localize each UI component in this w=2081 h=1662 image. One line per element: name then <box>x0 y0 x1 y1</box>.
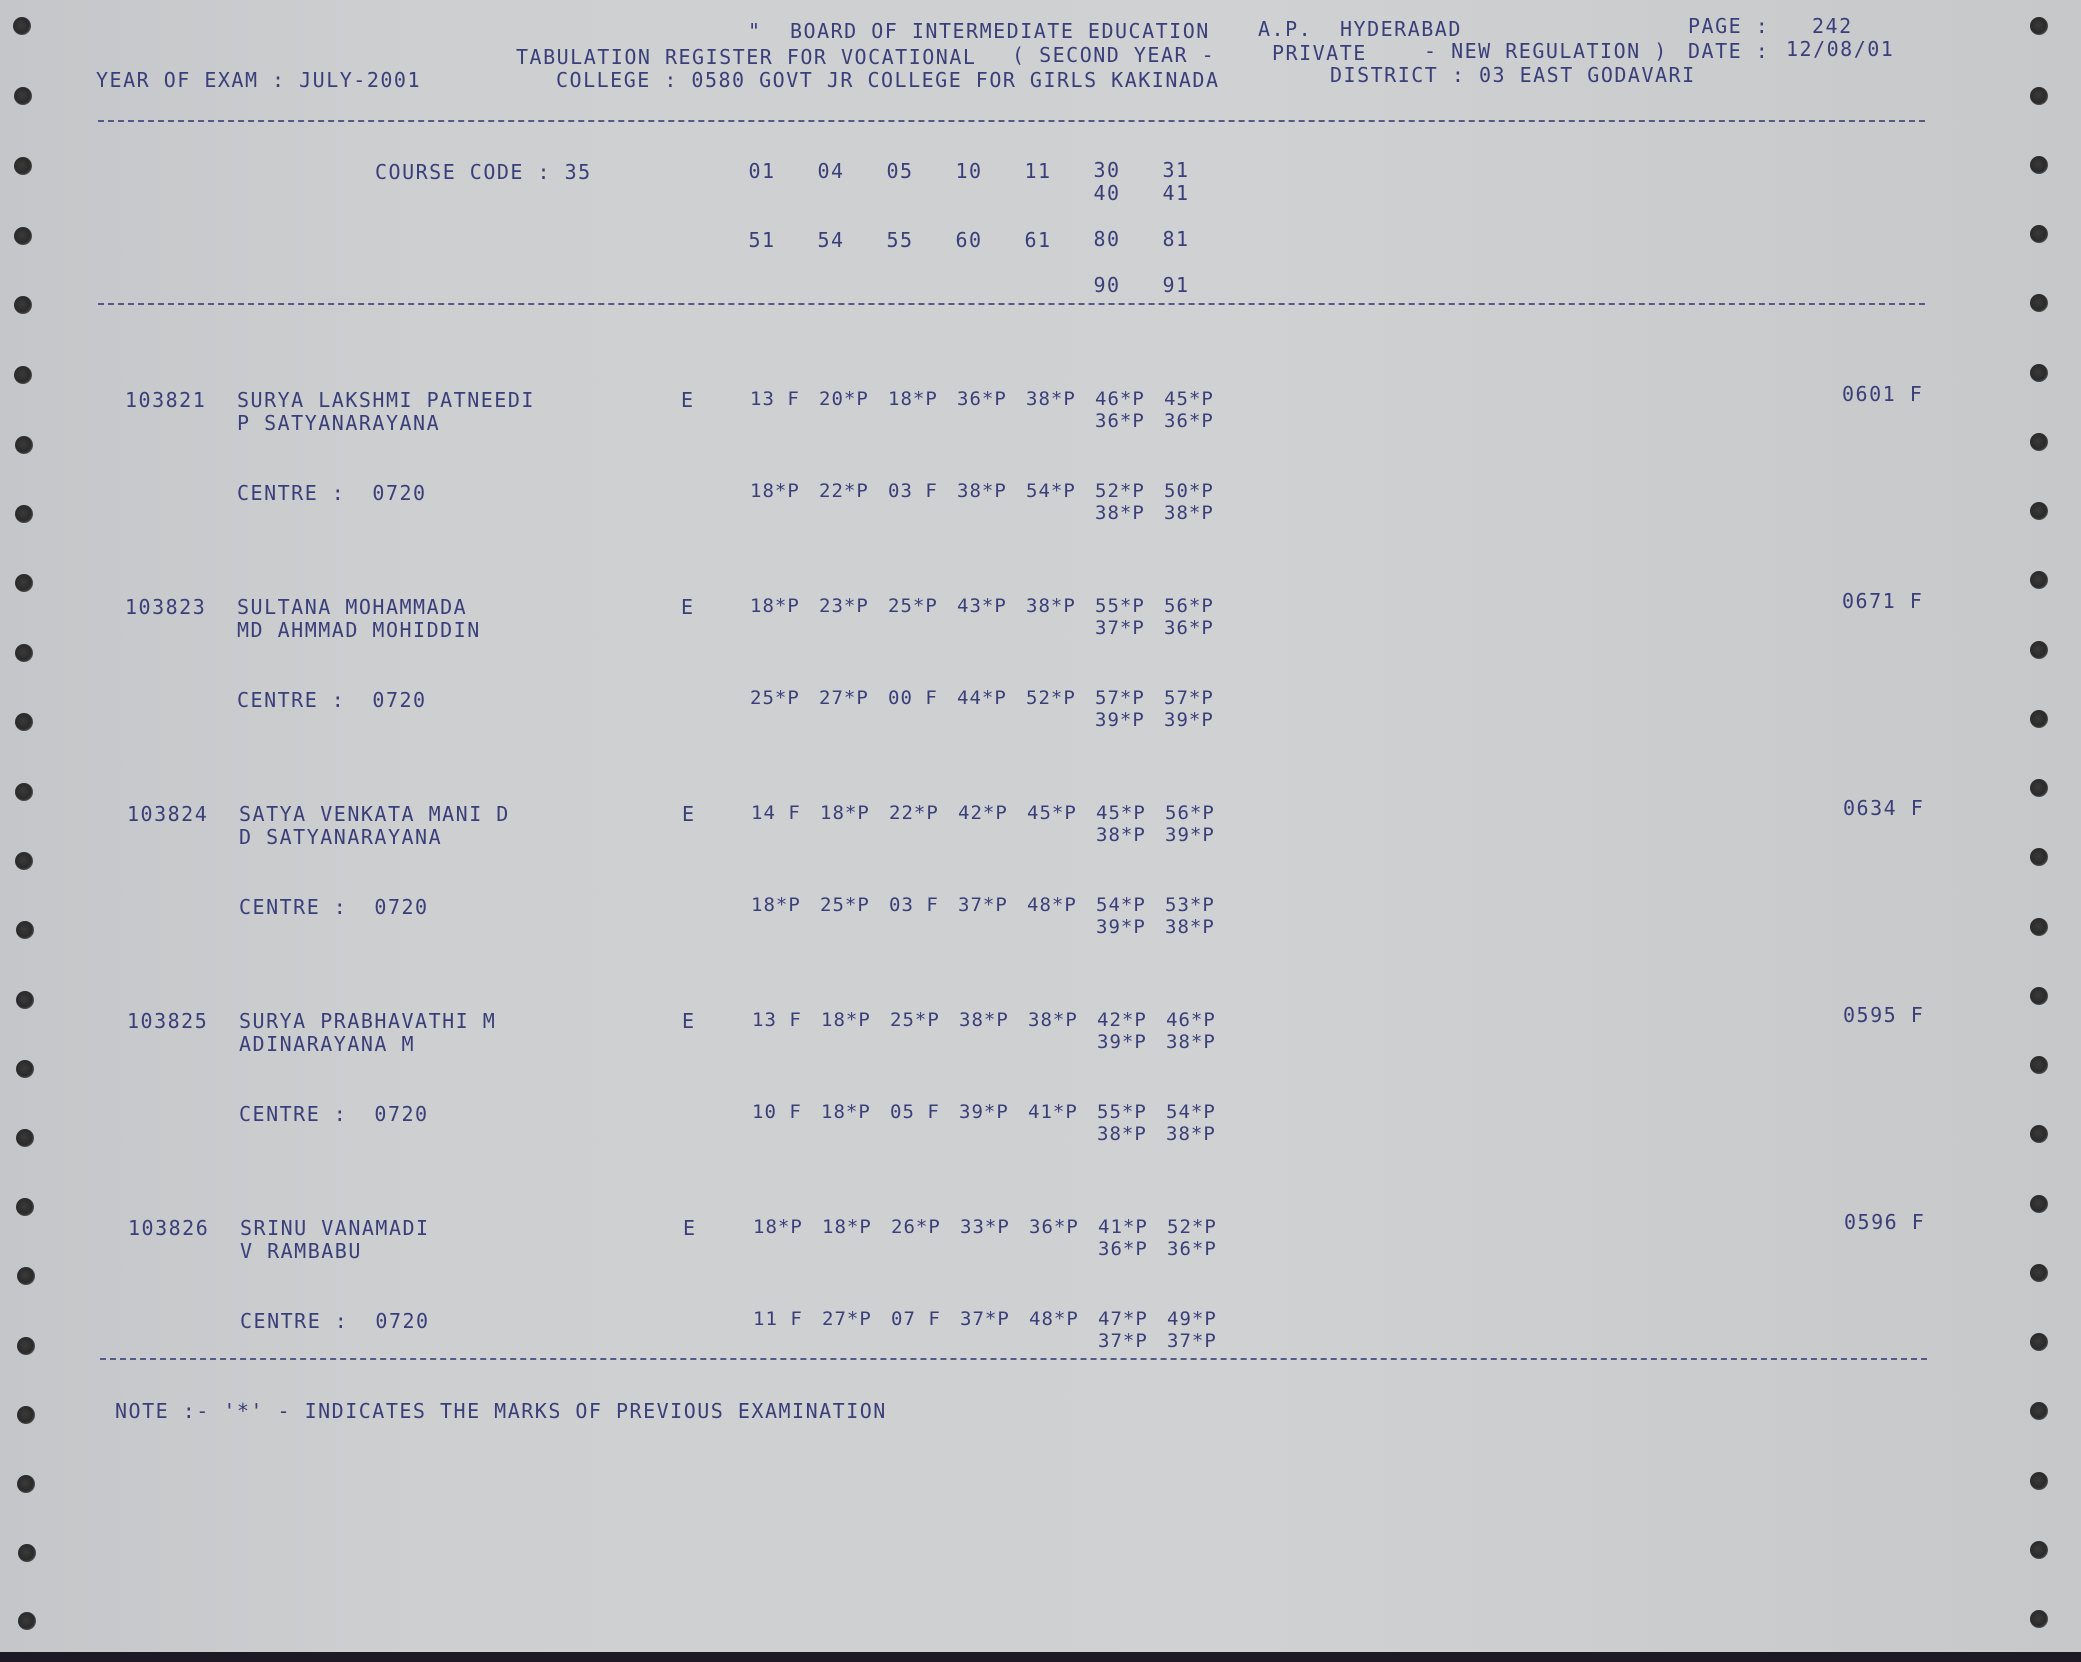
mark: 52*P <box>1026 687 1076 709</box>
mark: 25*P <box>750 687 800 709</box>
date-value: 12/08/01 <box>1786 37 1895 61</box>
feed-hole <box>14 87 32 105</box>
feed-hole <box>2030 987 2048 1005</box>
student-record <box>0 1003 2081 1219</box>
course-code: 30 <box>1093 158 1121 182</box>
mark: 36*P <box>1029 1216 1079 1238</box>
course-code: 01 <box>748 159 776 183</box>
feed-hole <box>2030 17 2048 35</box>
mark: 39*P <box>1164 709 1214 731</box>
mark: 39*P <box>1165 824 1215 846</box>
feed-hole <box>2030 710 2048 728</box>
course-code: 81 <box>1162 227 1190 251</box>
mark: 37*P <box>960 1308 1010 1330</box>
roll-number: 103823 <box>125 595 207 619</box>
course-code: 31 <box>1162 158 1190 182</box>
mark: 22*P <box>889 802 939 824</box>
feed-hole <box>17 1475 35 1493</box>
page-number: 242 <box>1812 14 1853 38</box>
course-code-label: COURSE CODE : 35 <box>375 160 592 184</box>
mark: 37*P <box>958 894 1008 916</box>
divider-top <box>98 120 1925 122</box>
mark: 38*P <box>1028 1009 1078 1031</box>
mark: 36*P <box>957 388 1007 410</box>
mark: 25*P <box>820 894 870 916</box>
feed-hole <box>2030 571 2048 589</box>
mark: 52*P <box>1095 480 1145 502</box>
mark: 41*P <box>1028 1101 1078 1123</box>
course-code: 91 <box>1162 273 1190 297</box>
feed-hole <box>2030 87 2048 105</box>
mark: 38*P <box>1166 1123 1216 1145</box>
feed-hole <box>14 296 32 314</box>
feed-hole <box>2030 1541 2048 1559</box>
feed-hole <box>16 991 34 1009</box>
feed-hole <box>15 713 33 731</box>
father-name: ADINARAYANA M <box>239 1032 416 1056</box>
mark: 38*P <box>1097 1123 1147 1145</box>
feed-hole <box>2030 918 2048 936</box>
mark: 38*P <box>1026 388 1076 410</box>
divider-bottom <box>100 1358 1927 1360</box>
mark: 18*P <box>821 1009 871 1031</box>
feed-hole <box>15 644 33 662</box>
feed-hole <box>16 1060 34 1078</box>
course-code: 80 <box>1093 227 1121 251</box>
mark: 03 F <box>888 480 938 502</box>
mark: 39*P <box>1096 916 1146 938</box>
mark: 38*P <box>1165 916 1215 938</box>
feed-hole <box>2030 156 2048 174</box>
mark: 26*P <box>891 1216 941 1238</box>
feed-hole <box>2030 364 2048 382</box>
mark: 38*P <box>1026 595 1076 617</box>
mark: 47*P <box>1098 1308 1148 1330</box>
total-result: 0634 F <box>1843 796 1925 820</box>
mark: 38*P <box>957 480 1007 502</box>
board-name: BOARD OF INTERMEDIATE EDUCATION <box>790 19 1210 43</box>
total-result: 0671 F <box>1842 589 1924 613</box>
mark: 39*P <box>1095 709 1145 731</box>
mark: 44*P <box>957 687 1007 709</box>
feed-hole <box>18 1612 36 1630</box>
divider-course <box>98 303 1925 305</box>
mark: 37*P <box>1098 1330 1148 1352</box>
year-label: ( SECOND YEAR - <box>1012 43 1216 67</box>
mark: 07 F <box>891 1308 941 1330</box>
feed-hole <box>15 574 33 592</box>
mark: 03 F <box>889 894 939 916</box>
feed-hole <box>2030 1056 2048 1074</box>
feed-hole <box>15 783 33 801</box>
header-quote-mark: " <box>748 19 762 43</box>
feed-hole <box>2030 848 2048 866</box>
centre-label: CENTRE : 0720 <box>239 1102 429 1126</box>
mark: 52*P <box>1167 1216 1217 1238</box>
feed-hole <box>2030 1402 2048 1420</box>
course-code: 41 <box>1162 181 1190 205</box>
feed-hole <box>2030 1195 2048 1213</box>
student-record <box>0 382 2081 598</box>
mark: 27*P <box>819 687 869 709</box>
course-code: 61 <box>1024 228 1052 252</box>
feed-hole <box>14 227 32 245</box>
mark: 48*P <box>1029 1308 1079 1330</box>
register-title: TABULATION REGISTER FOR VOCATIONAL <box>516 45 977 69</box>
student-name: SURYA PRABHAVATHI M <box>239 1009 497 1033</box>
total-result: 0601 F <box>1842 382 1924 406</box>
student-record <box>0 1210 2081 1426</box>
mark: 54*P <box>1096 894 1146 916</box>
feed-hole <box>15 505 33 523</box>
mark: 00 F <box>888 687 938 709</box>
roll-number: 103821 <box>125 388 207 412</box>
mark: 13 F <box>752 1009 802 1031</box>
course-code: 05 <box>886 159 914 183</box>
mark: 56*P <box>1164 595 1214 617</box>
feed-hole <box>14 366 32 384</box>
state-label: A.P. <box>1258 17 1313 41</box>
mark: 20*P <box>819 388 869 410</box>
mark: 37*P <box>1095 617 1145 639</box>
feed-hole <box>13 17 31 35</box>
mark: 18*P <box>750 595 800 617</box>
feed-hole <box>16 1129 34 1147</box>
mark: 25*P <box>888 595 938 617</box>
medium: E <box>682 1009 696 1033</box>
total-result: 0596 F <box>1844 1210 1926 1234</box>
course-code: 51 <box>748 228 776 252</box>
student-name: SULTANA MOHAMMADA <box>237 595 468 619</box>
mark: 11 F <box>753 1308 803 1330</box>
mark: 57*P <box>1095 687 1145 709</box>
roll-number: 103826 <box>128 1216 210 1240</box>
mark: 23*P <box>819 595 869 617</box>
mark: 38*P <box>959 1009 1009 1031</box>
course-code: 60 <box>955 228 983 252</box>
feed-hole <box>2030 433 2048 451</box>
roll-number: 103825 <box>127 1009 209 1033</box>
feed-hole <box>18 1544 36 1562</box>
feed-hole <box>2030 1125 2048 1143</box>
mark: 05 F <box>890 1101 940 1123</box>
feed-hole <box>15 436 33 454</box>
father-name: D SATYANARAYANA <box>239 825 443 849</box>
district-label: DISTRICT : 03 EAST GODAVARI <box>1330 63 1696 87</box>
feed-hole <box>17 1267 35 1285</box>
mark: 18*P <box>821 1101 871 1123</box>
regulation-label: - NEW REGULATION ) <box>1424 39 1668 63</box>
medium: E <box>681 388 695 412</box>
mark: 46*P <box>1095 388 1145 410</box>
mark: 18*P <box>751 894 801 916</box>
feed-hole <box>2030 225 2048 243</box>
course-code: 10 <box>955 159 983 183</box>
roll-number: 103824 <box>127 802 209 826</box>
course-code: 04 <box>817 159 845 183</box>
mark: 54*P <box>1026 480 1076 502</box>
course-code: 55 <box>886 228 914 252</box>
mark: 33*P <box>960 1216 1010 1238</box>
mark: 36*P <box>1164 410 1214 432</box>
student-name: SRINU VANAMADI <box>240 1216 430 1240</box>
mark: 43*P <box>957 595 1007 617</box>
student-record <box>0 796 2081 1012</box>
feed-hole <box>2030 1333 2048 1351</box>
feed-hole <box>2030 294 2048 312</box>
page-label: PAGE : <box>1688 14 1770 38</box>
mark: 57*P <box>1164 687 1214 709</box>
feed-hole <box>16 921 34 939</box>
feed-hole <box>2030 502 2048 520</box>
mark: 36*P <box>1164 617 1214 639</box>
medium: E <box>681 595 695 619</box>
mark: 37*P <box>1167 1330 1217 1352</box>
medium: E <box>683 1216 697 1240</box>
mark: 42*P <box>1097 1009 1147 1031</box>
mark: 27*P <box>822 1308 872 1330</box>
feed-hole <box>14 157 32 175</box>
father-name: P SATYANARAYANA <box>237 411 441 435</box>
mark: 18*P <box>888 388 938 410</box>
college-label: COLLEGE : 0580 GOVT JR COLLEGE FOR GIRLS KAKINADA <box>556 68 1220 92</box>
student-name: SATYA VENKATA MANI D <box>239 802 510 826</box>
centre-label: CENTRE : 0720 <box>240 1309 430 1333</box>
mark: 38*P <box>1096 824 1146 846</box>
student-name: SURYA LAKSHMI PATNEEDI <box>237 388 535 412</box>
mark: 14 F <box>751 802 801 824</box>
feed-hole <box>2030 1264 2048 1282</box>
course-code: 90 <box>1093 273 1121 297</box>
exam-year: YEAR OF EXAM : JULY-2001 <box>96 68 421 92</box>
mark: 38*P <box>1164 502 1214 524</box>
mark: 39*P <box>1097 1031 1147 1053</box>
mark: 54*P <box>1166 1101 1216 1123</box>
mark: 48*P <box>1027 894 1077 916</box>
mark: 25*P <box>890 1009 940 1031</box>
feed-hole <box>17 1337 35 1355</box>
mark: 22*P <box>819 480 869 502</box>
mark: 41*P <box>1098 1216 1148 1238</box>
mark: 38*P <box>1095 502 1145 524</box>
course-code: 11 <box>1024 159 1052 183</box>
father-name: V RAMBABU <box>240 1239 362 1263</box>
father-name: MD AHMMAD MOHIDDIN <box>237 618 481 642</box>
feed-hole <box>2030 1472 2048 1490</box>
mark: 38*P <box>1166 1031 1216 1053</box>
feed-hole <box>17 1406 35 1424</box>
mark: 36*P <box>1167 1238 1217 1260</box>
course-code: 40 <box>1093 181 1121 205</box>
mark: 36*P <box>1098 1238 1148 1260</box>
student-record <box>0 589 2081 805</box>
mark: 45*P <box>1164 388 1214 410</box>
mark: 13 F <box>750 388 800 410</box>
mark: 46*P <box>1166 1009 1216 1031</box>
mark: 39*P <box>959 1101 1009 1123</box>
feed-hole <box>2030 641 2048 659</box>
mark: 49*P <box>1167 1308 1217 1330</box>
mark: 18*P <box>820 802 870 824</box>
feed-hole <box>16 1198 34 1216</box>
mark: 56*P <box>1165 802 1215 824</box>
mark: 10 F <box>752 1101 802 1123</box>
centre-label: CENTRE : 0720 <box>237 481 427 505</box>
mark: 18*P <box>750 480 800 502</box>
mark: 50*P <box>1164 480 1214 502</box>
course-code: 54 <box>817 228 845 252</box>
mark: 45*P <box>1096 802 1146 824</box>
feed-hole <box>2030 779 2048 797</box>
date-label: DATE : <box>1688 39 1770 63</box>
mark: 42*P <box>958 802 1008 824</box>
mark: 55*P <box>1095 595 1145 617</box>
mark: 55*P <box>1097 1101 1147 1123</box>
mark: 36*P <box>1095 410 1145 432</box>
centre-label: CENTRE : 0720 <box>237 688 427 712</box>
mark: 18*P <box>753 1216 803 1238</box>
total-result: 0595 F <box>1843 1003 1925 1027</box>
mark: 45*P <box>1027 802 1077 824</box>
footnote: NOTE :- '*' - INDICATES THE MARKS OF PREVIOUS EXAMINATION <box>115 1399 887 1423</box>
category-label: PRIVATE <box>1272 41 1367 65</box>
feed-hole <box>2030 1610 2048 1628</box>
medium: E <box>682 802 696 826</box>
city-label: HYDERABAD <box>1340 17 1462 41</box>
feed-hole <box>15 852 33 870</box>
mark: 53*P <box>1165 894 1215 916</box>
mark: 18*P <box>822 1216 872 1238</box>
centre-label: CENTRE : 0720 <box>239 895 429 919</box>
